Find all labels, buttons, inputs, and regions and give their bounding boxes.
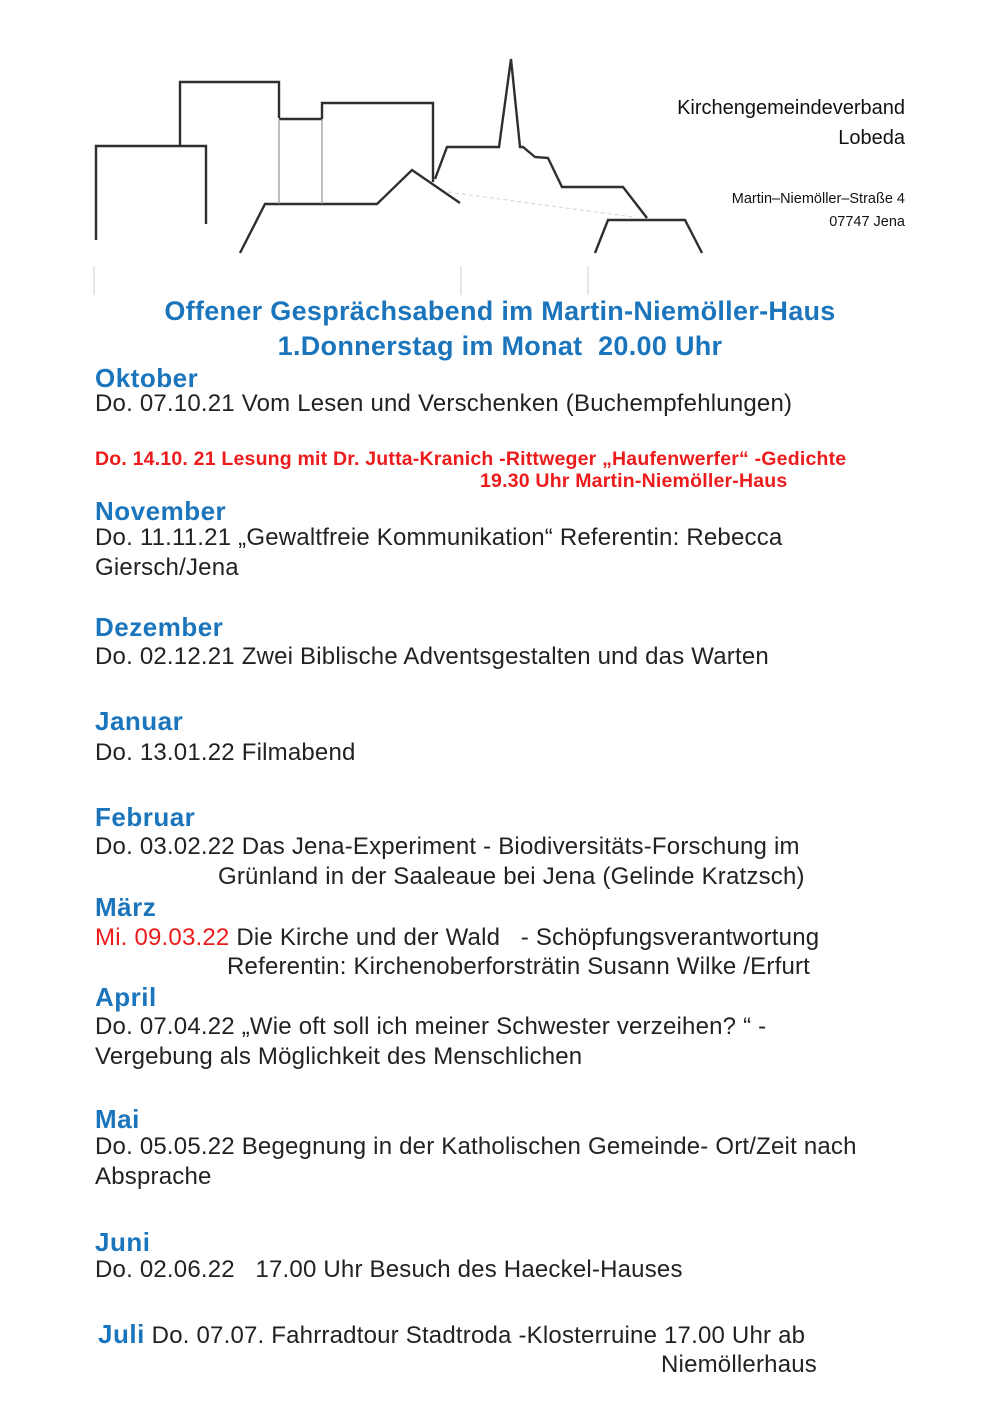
page-title-line2: 1.Donnerstag im Monat 20.00 Uhr (277, 331, 723, 361)
event-juli-line1 (98, 1319, 805, 1350)
org-line1: Kirchengemeindeverband (677, 97, 905, 119)
event-juli-line2: Niemöllerhaus (661, 1351, 817, 1378)
month-mai: Mai (95, 1104, 140, 1134)
event-november-line1: Do. 11.11.21 „Gewaltfreie Kommunikation“ Referentin: Rebecca (95, 524, 783, 551)
org-line2: Lobeda (838, 127, 905, 149)
mid-building (322, 103, 433, 182)
red-announcement-line1: Do. 14.10. 21 Lesung mit Dr. Jutta-Kranich -Rittweger „Haufenwerfer“ -Gedichte (95, 448, 847, 470)
month-dezember: Dezember (95, 612, 224, 642)
dashed-guide-line (448, 192, 633, 217)
event-november-line2: Giersch/Jena (95, 554, 239, 581)
church-skyline-with-spire (435, 59, 647, 218)
event-februar-line1: Do. 03.02.22 Das Jena-Experiment - Biodiversitäts-Forschung im (95, 833, 800, 860)
month-februar: Februar (95, 802, 196, 832)
event-maerz-text: Die Kirche und der Wald - Schöpfungsverantwortung (229, 924, 820, 951)
address-street: Martin–Niemöller–Straße 4 (731, 191, 905, 207)
month-april: April (95, 982, 157, 1012)
event-januar: Do. 13.01.22 Filmabend (95, 739, 356, 766)
month-maerz: März (95, 892, 157, 922)
month-november: November (95, 496, 227, 526)
left-building (96, 146, 206, 240)
organization-name (677, 93, 905, 153)
month-juni: Juni (95, 1227, 151, 1257)
event-april-line1: Do. 07.04.22 „Wie oft soll ich meiner Schwester verzeihen? “ - (95, 1013, 767, 1040)
event-maerz-date: Mi. 09.03.22 (95, 924, 230, 951)
tall-building (180, 82, 279, 146)
red-announcement-line2: 19.30 Uhr Martin-Niemöller-Haus (480, 470, 788, 492)
event-dezember: Do. 02.12.21 Zwei Biblische Adventsgestalten und das Warten (95, 643, 769, 670)
event-juli-text: Do. 07.07. Fahrradtour Stadtroda -Klosterruine 17.00 Uhr ab (144, 1322, 806, 1349)
address-city: 07747 Jena (829, 214, 905, 230)
month-oktober: Oktober (95, 363, 199, 393)
page-title-line1: Offener Gesprächsabend im Martin-Niemöller-Haus (164, 296, 836, 326)
event-maerz-line1 (95, 924, 819, 952)
event-maerz-line2: Referentin: Kirchenoberforsträtin Susann Wilke /Erfurt (227, 953, 811, 980)
month-juli: Juli (98, 1319, 145, 1349)
skyline-logo (80, 40, 720, 300)
event-juni: Do. 02.06.22 17.00 Uhr Besuch des Haeckel-Hauses (95, 1256, 683, 1283)
right-hill (595, 220, 702, 253)
roof-peak (240, 170, 460, 253)
event-april-line2: Vergebung als Möglichkeit des Menschlichen (95, 1043, 583, 1070)
event-februar-line2: Grünland in der Saaleaue bei Jena (Gelinde Kratzsch) (218, 863, 805, 890)
event-mai-line2: Absprache (95, 1163, 212, 1190)
event-oktober: Do. 07.10.21 Vom Lesen und Verschenken (Buchempfehlungen) (95, 390, 793, 417)
event-mai-line1: Do. 05.05.22 Begegnung in der Katholischen Gemeinde- Ort/Zeit nach (95, 1133, 857, 1160)
organization-address (732, 188, 905, 234)
month-januar: Januar (95, 706, 184, 736)
